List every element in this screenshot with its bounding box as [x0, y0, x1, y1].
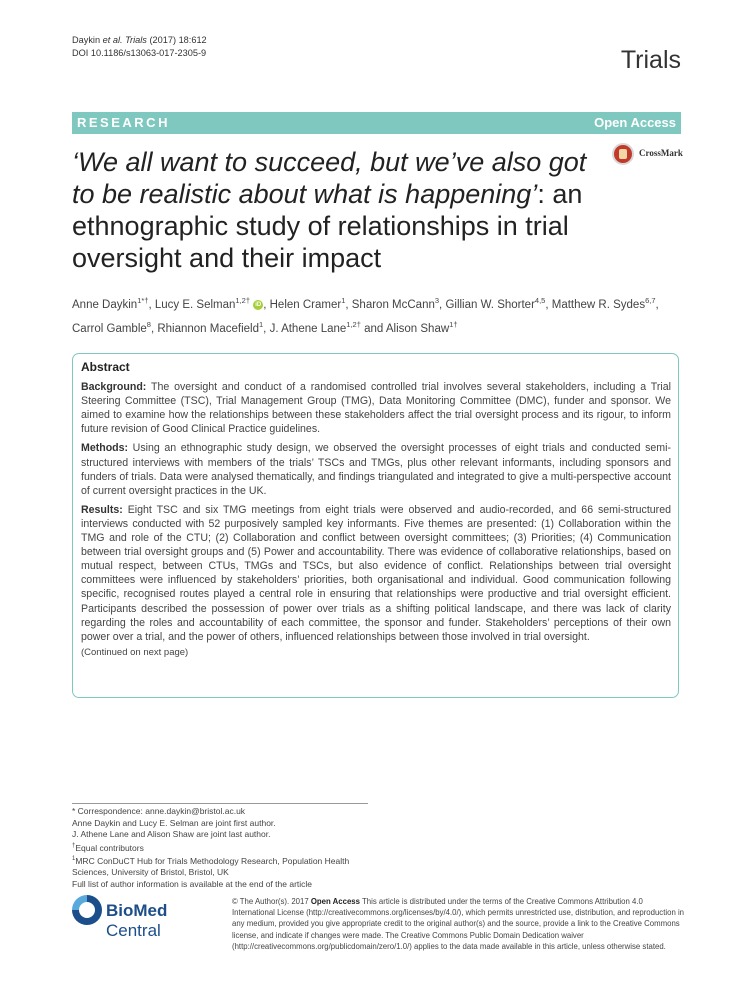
affiliation-note: $^1$MRC ConDuCT Hub for Trials Methodology Research, Population Health Sciences, University of Bristol, Bristol, UK — [72, 855, 350, 878]
author: Lucy E. Selman$^{1,2\dagger}$ iD — [154, 296, 262, 311]
equal-contributors-note: †Equal contributors — [72, 842, 144, 853]
crossmark-icon — [612, 143, 634, 165]
full-list-note: Full list of author information is available at the end of the article — [72, 878, 313, 889]
title-quote: ‘We all want to succeed, but we’ve also got to be realistic about what is happening’ — [72, 147, 587, 209]
author: Helen Cramer$^1$ — [269, 296, 346, 311]
title-rest: : an ethnographic study of relationships in trial oversight and their impact — [72, 179, 583, 273]
author: Anne Daykin$^{1*\dagger}$ — [72, 296, 149, 311]
article-type: RESEARCH — [77, 115, 170, 130]
author: Carrol Gamble$^8$ — [72, 319, 151, 335]
correspondence: * Correspondence: anne.daykin@bristol.ac.uk — [72, 806, 246, 816]
abstract-content — [81, 360, 671, 660]
footnotes — [72, 806, 372, 890]
open-access-label: Open Access — [594, 115, 676, 130]
publisher-name: BioMed Central — [106, 901, 168, 940]
biomed-central-icon — [72, 895, 102, 925]
footnote-divider — [72, 803, 368, 804]
abstract-box — [72, 353, 679, 698]
journal-name: Trials — [620, 46, 681, 74]
joint-last-note: J. Athene Lane and Alison Shaw are joint last author. — [72, 829, 271, 839]
author: Matthew R. Sydes$^{6,7}$ — [551, 296, 656, 311]
biomed-central-logo — [72, 895, 222, 940]
article-title — [72, 146, 612, 274]
orcid-icon[interactable]: iD — [255, 301, 262, 308]
citation-block — [72, 34, 207, 60]
section-banner — [72, 112, 681, 134]
author: Gillian W. Shorter$^{4,5}$ — [445, 296, 546, 311]
author: Alison Shaw$^{1\dagger}$ — [385, 319, 458, 335]
crossmark-label: CrossMark — [639, 148, 683, 158]
doi[interactable]: DOI 10.1186/s13063-017-2305-9 — [72, 48, 207, 58]
abstract-heading: Abstract — [81, 360, 130, 374]
citation-line: Daykin et al. Trials (2017) 18:612 — [72, 35, 207, 45]
crossmark-badge[interactable] — [612, 143, 687, 165]
license-text: © The Author(s). 2017 Open Access This article is distributed under the terms of the Creative Commons Attribution 4.0 International License (http://creativecommons.org/licenses/by/4.0/), which permits unrestricted use, distribution, and reproduction in any medium, provided you give appropriate credit to the original author(s) and the source, provide a link to the Creative Commons license, and indicate if changes were made. The Creative Commons Public Domain Dedication waiver (http://creativecommons.org/publicdomain/zero/1.0/) applies to the data made available in this article, unless otherwise stated. — [232, 897, 685, 951]
abstract-results: Results: Eight TSC and six TMG meetings from eight trials were observed and audio-recorded, and 66 semi-structured interviews conducted with 52 purposively sampled key informants. Five themes are presented: (1) Collaboration within the TMG and role of the CTU; (2) Collaboration and conflict between oversight committees; (3) Priorities; (4) Communication between trial oversight groups and (5) Power and accountability. There was evidence of collaborative relationships, based on mutual respect, between CTUs, TMGs and TSCs, but also evidence of conflict. Relationships between trial oversight committees were influenced by stakeholders’ priorities, both organisational and individual. Good communication following specific, recognised routes played a central role in ensuring that relationships were productive and trial oversight efficient. Participants described the possession of power over trials as a shifting political landscape, and there was lack of clarity regarding the roles and accountability of each committee, the sponsor and funder. Stakeholders’ perceptions of their own power over a trial, and the power of others, influenced relationships between those involved in trial oversight. — [81, 503, 671, 643]
author-list: Anne Daykin$^{1*\dagger}$, Lucy E. Selman$^{1,2\dagger}$ iD , Helen Cramer$^1$, Sharon McCann$^3$, Gillian W. Shorter$^{4,5}$, Matthew R. Sydes$^{6,7}$, Carrol Gamble$^8$, Rhiannon Macefield$^1$, J. Athene Lane$^{1,2\dagger}$ and Alison Shaw$^{1\dagger}$ — [72, 296, 659, 335]
author: J. Athene Lane$^{1,2\dagger}$ — [269, 319, 361, 335]
joint-first-note: Anne Daykin and Lucy E. Selman are joint first author. — [72, 817, 276, 828]
author: Rhiannon Macefield$^1$ — [157, 319, 264, 335]
abstract-background: Background: The oversight and conduct of a randomised controlled trial involves several stakeholders, including a Trial Steering Committee (TSC), Trial Management Group (TMG), Data Monitoring Committee (DMC), funder and sponsor. We aimed to examine how the relationships between these stakeholders affect the trial oversight process and its rigour, to inform future revision of Good Clinical Practice guidelines. — [81, 381, 671, 436]
continued-note: (Continued on next page) — [81, 646, 189, 658]
author: Sharon McCann$^3$ — [351, 296, 440, 311]
abstract-methods: Methods: Using an ethnographic study design, we observed the oversight processes of eight trials and conducted semi-structured interviews with members of the trials’ TSCs and TMGs, plus other relevant informants, including sponsors and funders of trials. Data were analysed thematically, and findings triangulated and integrated to give a multi-perspective account of current oversight practices in the UK. — [81, 442, 671, 497]
